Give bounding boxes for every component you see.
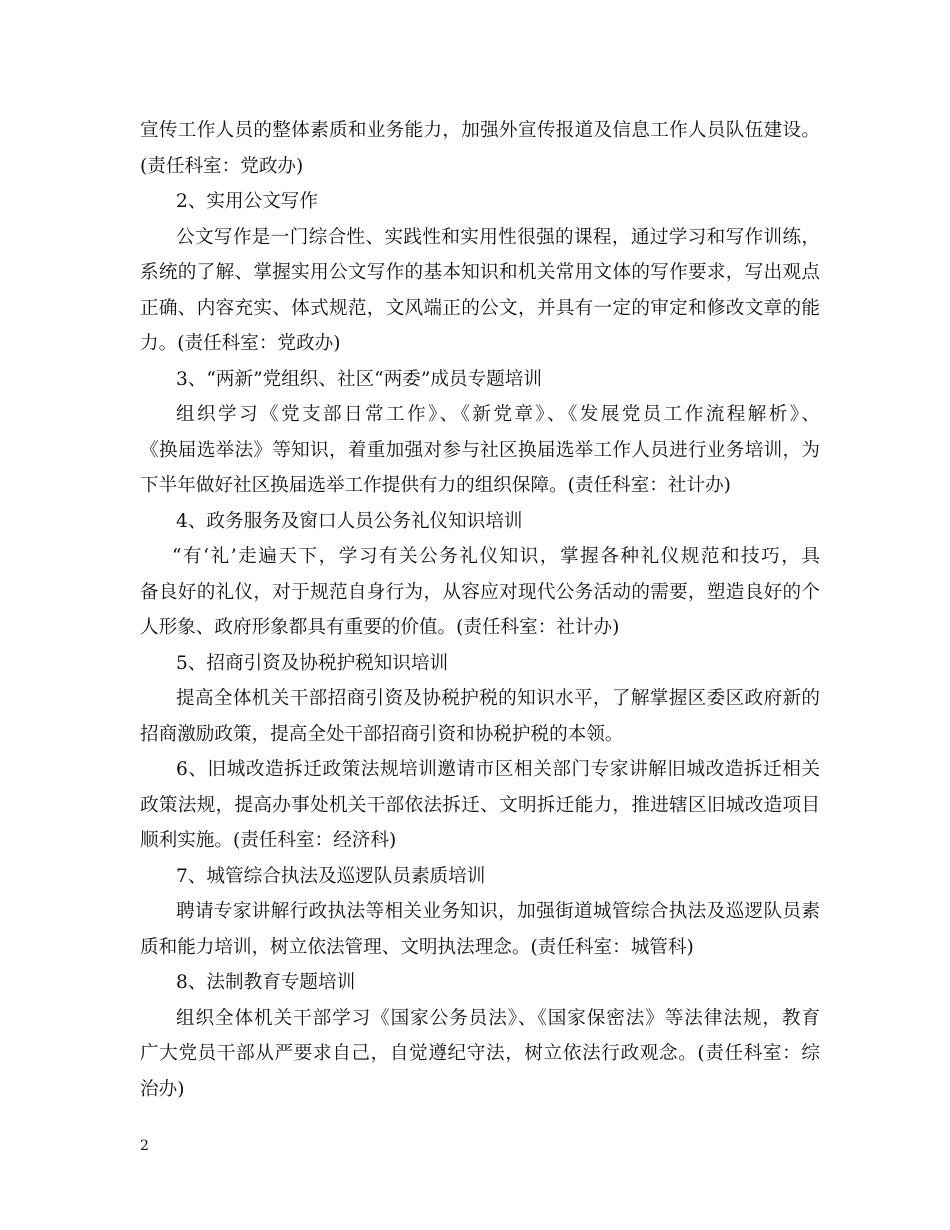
paragraph-line: 提高全体机关干部招商引资及协税护税的知识水平，了解掌握区委区政府新的 xyxy=(176,688,820,709)
section-heading: 5、招商引资及协税护税知识培训 xyxy=(176,652,449,674)
paragraph-line: 聘请专家讲解行政执法等相关业务知识，加强街道城管综合执法及巡逻队员素 xyxy=(176,901,820,922)
section-heading: 2、实用公文写作 xyxy=(176,191,318,212)
paragraph-line: 力。(责任科室：党政办) xyxy=(140,333,341,354)
paragraph-line: 治办) xyxy=(140,1078,185,1100)
paragraph-line: 备良好的礼仪，对于规范自身行为，从容应对现代公务活动的需要，塑造良好的个 xyxy=(140,581,820,603)
paragraph-line: 正确、内容充实、体式规范，文风端正的公文，并具有一定的审定和修改文章的能 xyxy=(140,297,820,319)
document-body xyxy=(140,113,820,1107)
section-heading: 6、旧城改造拆迁政策法规培训邀请市区相关部门专家讲解旧城改造拆迁相关 xyxy=(176,759,820,780)
paragraph-line: 系统的了解、掌握实用公文写作的基本知识和机关常用文体的写作要求，写出观点 xyxy=(140,262,820,283)
paragraph-line: 质和能力培训，树立依法管理、文明执法理念。(责任科室：城管科) xyxy=(140,936,694,958)
paragraph-line: (责任科室：党政办) xyxy=(140,155,304,177)
paragraph-line: 《换届选举法》等知识，着重加强对参与社区换届选举工作人员进行业务培训，为 xyxy=(140,439,820,461)
section-heading: 8、法制教育专题培训 xyxy=(176,972,356,993)
section-heading: 4、政务服务及窗口人员公务礼仪知识培训 xyxy=(176,510,523,532)
page-number: 2 xyxy=(140,1138,149,1154)
paragraph-line: 人形象、政府形象都具有重要的价值。(责任科室：社计办) xyxy=(140,617,620,638)
paragraph-line: “有‘礼’走遍天下，学习有关公务礼仪知识，掌握各种礼仪规范和技巧，具 xyxy=(172,546,820,567)
paragraph-line: 招商激励政策，提高全处干部招商引资和协税护税的本领。 xyxy=(140,723,624,745)
section-heading: 7、城管综合执法及巡逻队员素质培训 xyxy=(176,865,486,887)
paragraph-line: 广大党员干部从严要求自己，自觉遵纪守法，树立依法行政观念。(责任科室：综 xyxy=(140,1043,820,1064)
section-heading: 3、“两新”党组织、社区“两委”成员专题培训 xyxy=(176,368,542,390)
paragraph-line: 组织学习《党支部日常工作》、《新党章》、《发展党员工作流程解析》、 xyxy=(176,404,820,425)
paragraph-line: 公文写作是一门综合性、实践性和实用性很强的课程，通过学习和写作训练， xyxy=(176,226,820,248)
paragraph-line: 顺利实施。(责任科室：经济科) xyxy=(140,830,397,851)
paragraph-line: 组织全体机关干部学习《国家公务员法》、《国家保密法》等法律法规，教育 xyxy=(176,1007,820,1029)
paragraph-line: 政策法规，提高办事处机关干部依法拆迁、文明拆迁能力，推进辖区旧城改造项目 xyxy=(140,794,820,816)
paragraph-line: 下半年做好社区换届选举工作提供有力的组织保障。(责任科室：社计办) xyxy=(140,475,731,496)
paragraph-line: 宣传工作人员的整体素质和业务能力，加强外宣传报道及信息工作人员队伍建设。 xyxy=(140,120,820,141)
